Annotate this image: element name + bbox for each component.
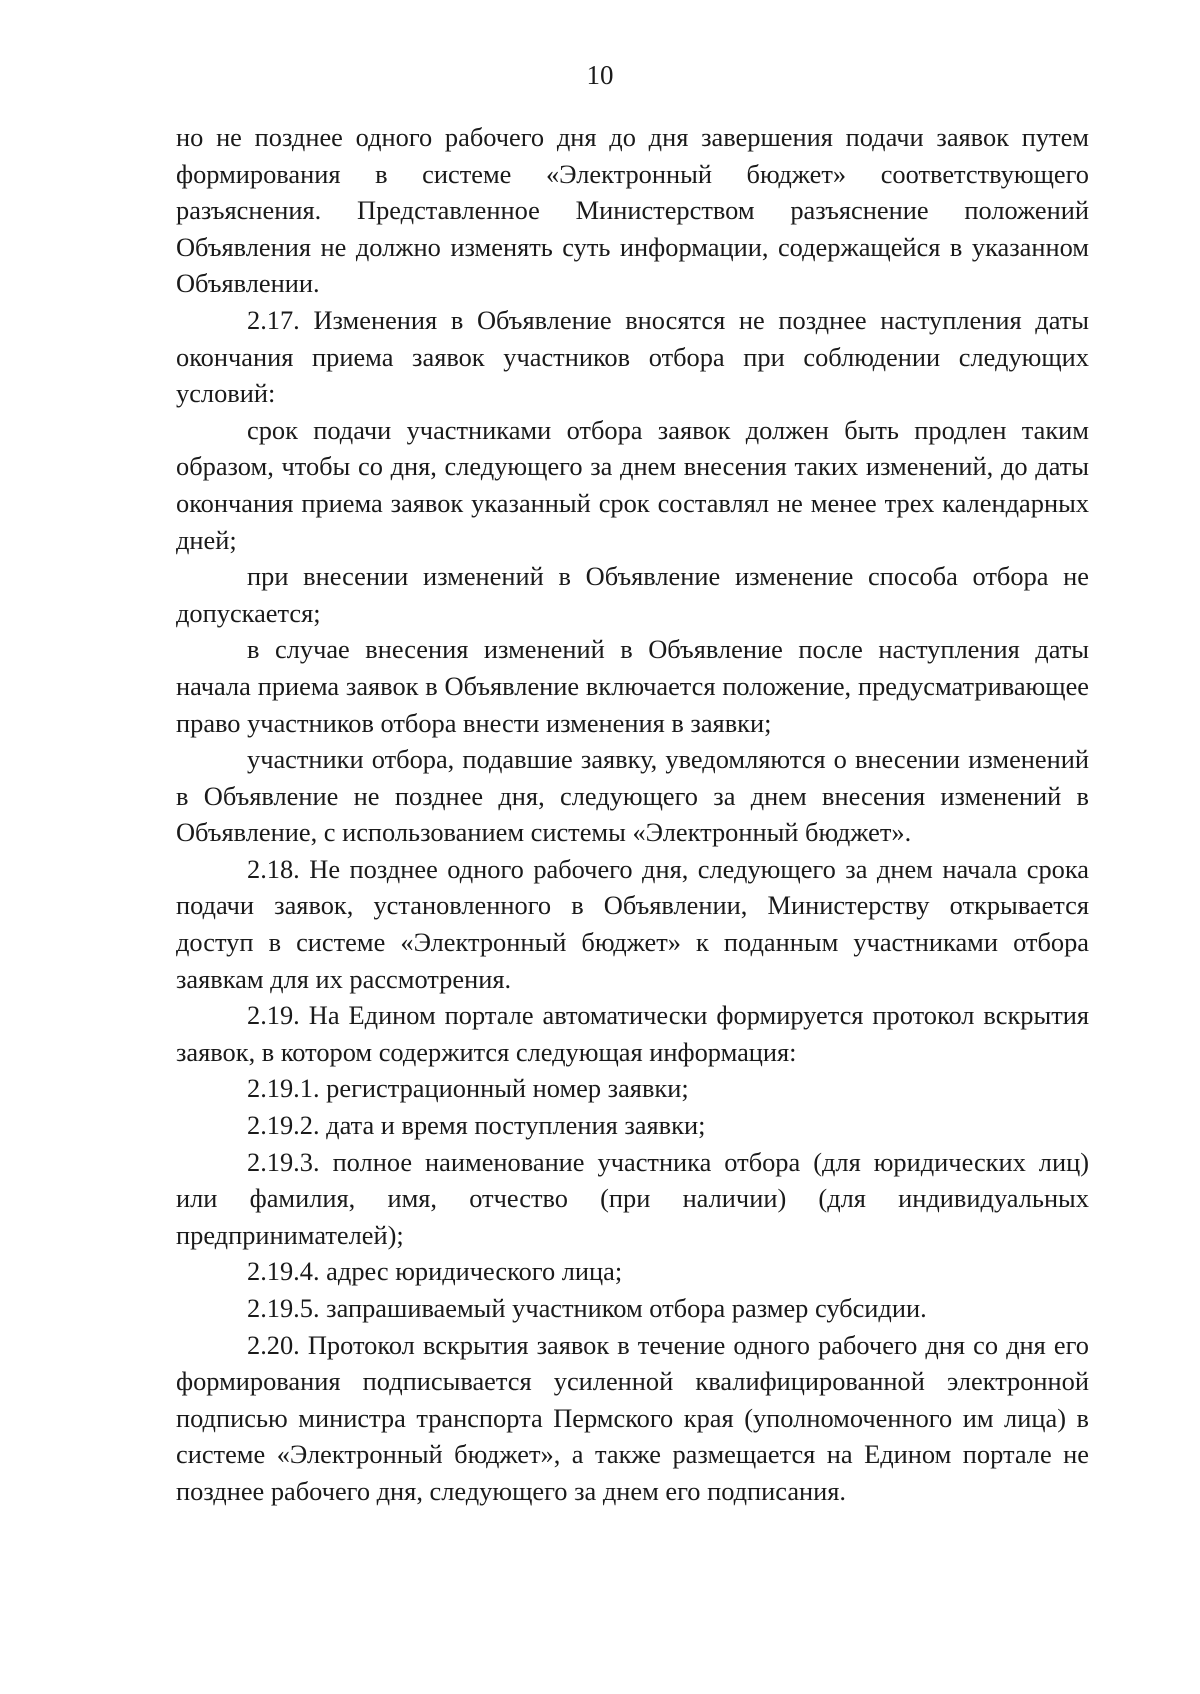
paragraph-2-19-2: 2.19.2. дата и время поступления заявки; xyxy=(247,1110,706,1141)
paragraph-2-17: 2.17. Изменения в Объявление вносятся не позднее наступления даты окончания приема заявок участников отбора при соблюдении следующих условий: xyxy=(176,304,1089,409)
paragraph-2-18: 2.18. Не позднее одного рабочего дня, следующего за днем начала срока подачи заявок, установленного в Объявлении, Министерству открывается доступ в системе «Электронный бюджет» к поданным участниками отбора заявкам для их рассмотрения. xyxy=(176,853,1089,994)
paragraph-condition-deadline: срок подачи участниками отбора заявок должен быть продлен таким образом, чтобы со дня, следующего за днем внесения таких изменений, до даты окончания приема заявок указанный срок составлял не менее трех календарных дней; xyxy=(176,414,1089,555)
paragraph-condition-amendments: в случае внесения изменений в Объявление после наступления даты начала приема заявок в Объявление включается положение, предусматривающее право участников отбора внести изменения в заявки; xyxy=(176,634,1089,738)
paragraph-2-19-5: 2.19.5. запрашиваемый участником отбора размер субсидии. xyxy=(247,1293,927,1323)
document-body xyxy=(176,119,1089,1510)
paragraph-2-19-3: 2.19.3. полное наименование участника отбора (для юридических лиц) или фамилия, имя, отчество (при наличии) (для индивидуальных предпринимателей); xyxy=(176,1146,1089,1250)
paragraph-condition-notification: участники отбора, подавшие заявку, уведомляются о внесении изменений в Объявление не позднее дня, следующего за днем внесения изменений в Объявление, с использованием системы «Электронный бюджет». xyxy=(176,744,1089,848)
paragraph-continuation: но не позднее одного рабочего дня до дня завершения подачи заявок путем формирования в системе «Электронный бюджет» соответствующего разъяснения. Представленное Министерством разъяснение положений Объявления не должно изменять суть информации, содержащейся в указанном Объявлении. xyxy=(176,122,1089,299)
paragraph-2-20: 2.20. Протокол вскрытия заявок в течение одного рабочего дня со дня его формирования подписывается усиленной квалифицированной электронной подписью министра транспорта Пермского края (уполномоченного им лица) в системе «Электронный бюджет», а также размещается на Едином портале не позднее рабочего дня, следующего за днем его подписания. xyxy=(176,1329,1089,1506)
paragraph-condition-method: при внесении изменений в Объявление изменение способа отбора не допускается; xyxy=(176,561,1089,628)
paragraph-2-19: 2.19. На Едином портале автоматически формируется протокол вскрытия заявок, в котором содержится следующая информация: xyxy=(176,1000,1089,1067)
paragraph-2-19-1: 2.19.1. регистрационный номер заявки; xyxy=(247,1073,689,1104)
paragraph-2-19-4: 2.19.4. адрес юридического лица; xyxy=(247,1256,623,1287)
page-number: 10 xyxy=(586,60,614,90)
